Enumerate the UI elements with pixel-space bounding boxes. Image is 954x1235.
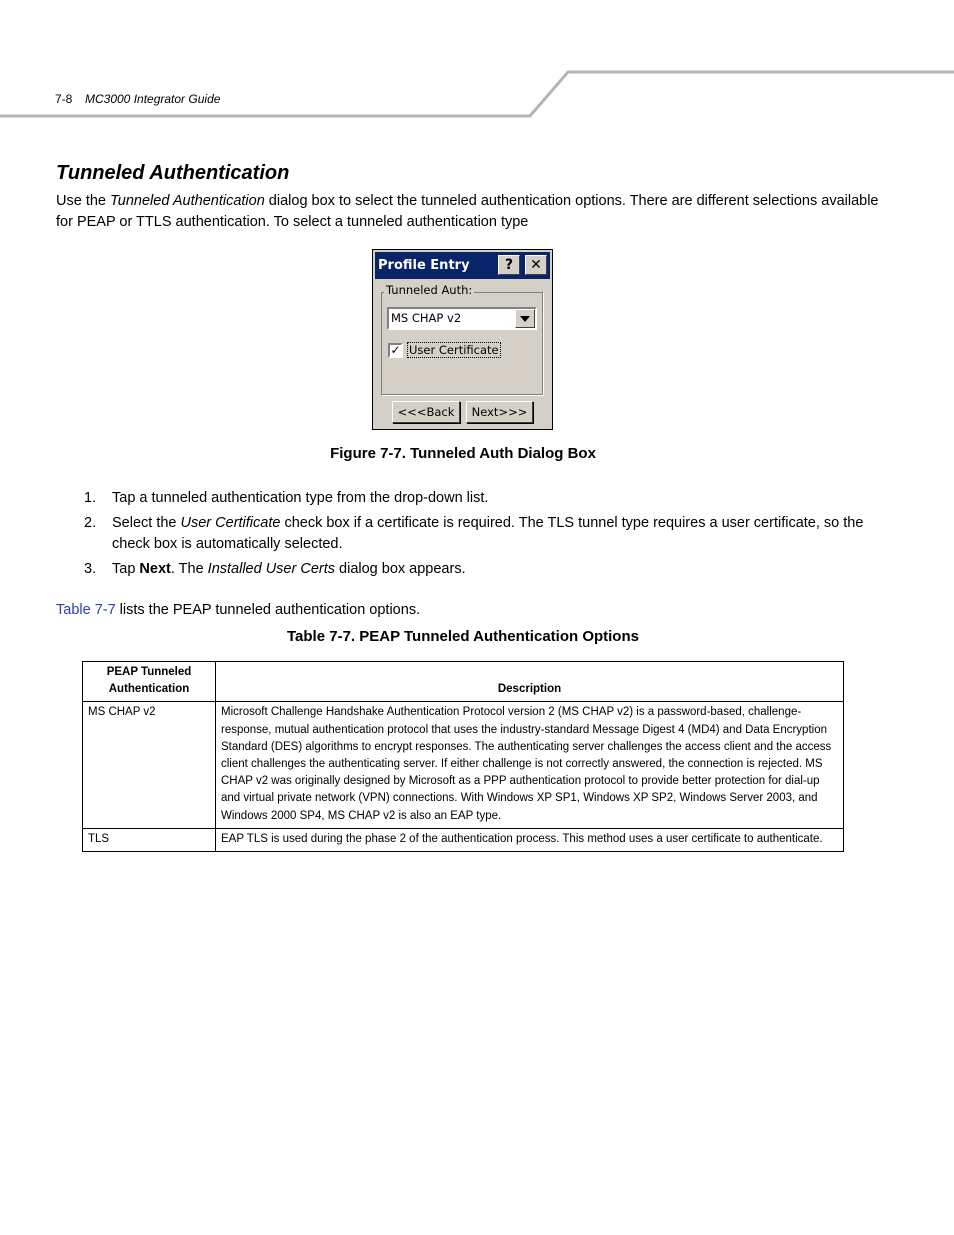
step-number: 3.: [84, 561, 97, 577]
intro-italic: Tunneled Authentication: [110, 193, 265, 209]
list-item: [56, 559, 886, 580]
figure-caption: Figure 7-7. Tunneled Auth Dialog Box: [330, 445, 596, 462]
table-header-row: [83, 662, 844, 702]
step-pre: Tap: [112, 561, 140, 577]
options-table: [82, 661, 844, 852]
cell-description: Microsoft Challenge Handshake Authentication Protocol version 2 (MS CHAP v2) is a password-based, challenge-response, mutual authentication protocol that uses the industry-standard Message Digest 4 (MD4) and Data Encryption Standard (DES) algorithms to encrypt responses. The authenticating server challenges the access client and the access client challenges the authenticating server. If either challenge is not correctly answered, the connection is rejected. MS CHAP v2 was originally designed by Microsoft as a PPP authentication protocol to provide better protection for dial-up and virtual private network (VPN) connections. With Windows XP SP1, Windows XP SP2, Windows Server 2003, and Windows 2000 SP4, MS CHAP v2 is also an EAP type.: [216, 702, 844, 828]
user-certificate-checkbox[interactable]: ✓: [388, 343, 403, 358]
back-button[interactable]: <<<Back: [392, 401, 460, 423]
intro-paragraph: [56, 191, 886, 233]
tunneled-auth-dropdown[interactable]: [387, 307, 537, 330]
step-text: Tap a tunneled authentication type from the drop-down list.: [112, 490, 489, 506]
dialog-titlebar: [375, 252, 550, 279]
step-post: check box if a certificate is required. The TLS tunnel type requires a user certificate, so the check box is automatically selected.: [112, 515, 864, 552]
chevron-down-icon[interactable]: [515, 309, 535, 328]
cell-name: MS CHAP v2: [83, 702, 216, 828]
step-italic: Installed User Certs: [207, 561, 335, 577]
intro-post: dialog box to select the tunneled authentication options. There are different selections available for PEAP or TTLS authentication. To select a tunneled authentication type: [56, 193, 879, 230]
table-ref-text: lists the PEAP tunneled authentication options.: [115, 602, 421, 618]
cell-name: TLS: [83, 828, 216, 851]
dropdown-value: MS CHAP v2: [391, 311, 462, 325]
user-certificate-label[interactable]: User Certificate: [409, 343, 499, 357]
dialog-title: Profile Entry: [378, 258, 470, 273]
close-button[interactable]: ✕: [525, 255, 547, 275]
step-number: 1.: [84, 490, 97, 506]
table-link[interactable]: Table 7-7: [56, 602, 116, 618]
header-auth: PEAP Tunneled Authentication: [83, 662, 216, 702]
profile-entry-dialog: [372, 249, 553, 430]
step-pre: Select the: [112, 515, 181, 531]
table-caption: Table 7-7. PEAP Tunneled Authentication Options: [287, 628, 639, 645]
step-number: 2.: [84, 515, 97, 531]
next-button[interactable]: Next>>>: [466, 401, 533, 423]
guide-title: MC3000 Integrator Guide: [85, 92, 221, 106]
help-button[interactable]: ?: [498, 255, 520, 275]
step-bold: Next: [139, 561, 171, 577]
step-mid: . The: [170, 561, 208, 577]
list-item: [56, 488, 886, 509]
tunneled-auth-label: Tunneled Auth:: [386, 283, 473, 297]
step-italic: User Certificate: [180, 515, 281, 531]
list-item: [56, 513, 886, 555]
page-number: 7-8: [55, 92, 73, 106]
step-post: dialog box appears.: [335, 561, 466, 577]
table-row: [83, 828, 844, 851]
header-description: Description: [216, 662, 844, 702]
table-reference: [56, 600, 420, 621]
steps-list: [56, 488, 886, 584]
cell-description: EAP TLS is used during the phase 2 of the authentication process. This method uses a user certificate to authenticate.: [216, 828, 844, 851]
table-row: [83, 702, 844, 828]
section-title: Tunneled Authentication: [56, 162, 290, 184]
intro-pre: Use the: [56, 193, 110, 209]
